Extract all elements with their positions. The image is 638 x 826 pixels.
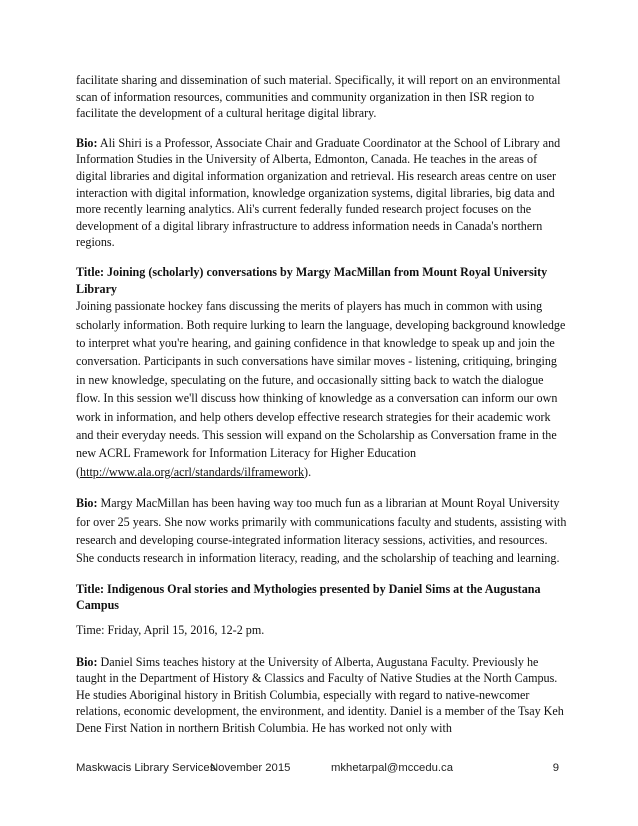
continuation-text: facilitate sharing and dissemination of such material. Specifically, it will report on an environmental scan of information resources, communities and community organization in then ISR region to facilitate the development of a cultural heritage digital library. <box>76 73 561 121</box>
page-body <box>76 72 568 750</box>
bio-macmillan-label: Bio: <box>76 496 98 511</box>
session-sims-title: Title: Indigenous Oral stories and Mythologies presented by Daniel Sims at the Augustana Campus <box>76 581 541 613</box>
session-macmillan-text-end: ). <box>304 464 312 479</box>
continuation-paragraph <box>76 72 568 122</box>
acrl-framework-link[interactable]: http://www.ala.org/acrl/standards/ilframework <box>80 464 305 479</box>
footer-email: mkhetarpal@mccedu.ca <box>331 762 453 774</box>
session-macmillan-title: Title: Joining (scholarly) conversations by Margy MacMillan from Mount Royal University Library <box>76 264 548 296</box>
bio-sims-paragraph <box>76 654 568 737</box>
footer-organization: Maskwacis Library Services <box>76 762 216 774</box>
footer-page-number: 9 <box>552 762 559 774</box>
session-sims-time: Time: Friday, April 15, 2016, 12-2 pm. <box>76 623 265 637</box>
bio-sims-label: Bio: <box>76 654 98 669</box>
session-macmillan-text: Joining passionate hockey fans discussing the merits of players has much in common with using scholarly information. Both require lurking to learn the language, developing background knowledge to interpret what you're hearing, and gaining confidence in that knowledge to speak up and join the conversation. Participants in such conversations have similar moves - listening, critiquing, bringing in new knowledge, speculating on the future, and occasionally sitting back to watch the dialogue flow. In this session we'll discuss how thinking of knowledge as a conversation can inform our own work in information, and help others develop effective research strategies for their academic work and their everyday needs. This session will expand on the Scholarship as Conversation frame in the new ACRL Framework for Information Literacy for Higher Education ( <box>76 299 566 479</box>
bio-shiri-paragraph <box>76 135 568 251</box>
bio-shiri-text: Ali Shiri is a Professor, Associate Chair and Graduate Coordinator at the School of Library and Information Studies in the University of Alberta, Edmonton, Canada. He teaches in the areas of digital libraries and digital information organization and retrieval. His research areas centre on user interaction with digital information, knowledge organization systems, digital libraries, big data and more recently learning analytics. Ali's current federally funded research project focuses on the development of a digital library infrastructure to address information needs in Canada's northern regions. <box>76 135 561 250</box>
bio-sims-text: Daniel Sims teaches history at the University of Alberta, Augustana Faculty. Previously he taught in the Department of History & Classics and Faculty of Native Studies at the North Campus. He studies Aboriginal history in British Columbia, especially with regard to native-newcomer relations, economic development, the environment, and identity. Daniel is a member of the Tsay Keh Dene First Nation in northern British Columbia. He has worked not only with <box>76 654 564 735</box>
footer-date: November 2015 <box>210 762 291 774</box>
bio-macmillan-text: Margy MacMillan has been having way too much fun as a librarian at Mount Royal University for over 25 years. She now works primarily with communications faculty and students, assisting with research and developing course-integrated information literacy sessions, activities, and resources. She conducts research in information literacy, reading, and the scholarship of teaching and learning. <box>76 496 567 566</box>
session-macmillan-description <box>76 297 568 481</box>
bio-macmillan-paragraph <box>76 494 568 568</box>
bio-shiri-label: Bio: <box>76 135 98 150</box>
